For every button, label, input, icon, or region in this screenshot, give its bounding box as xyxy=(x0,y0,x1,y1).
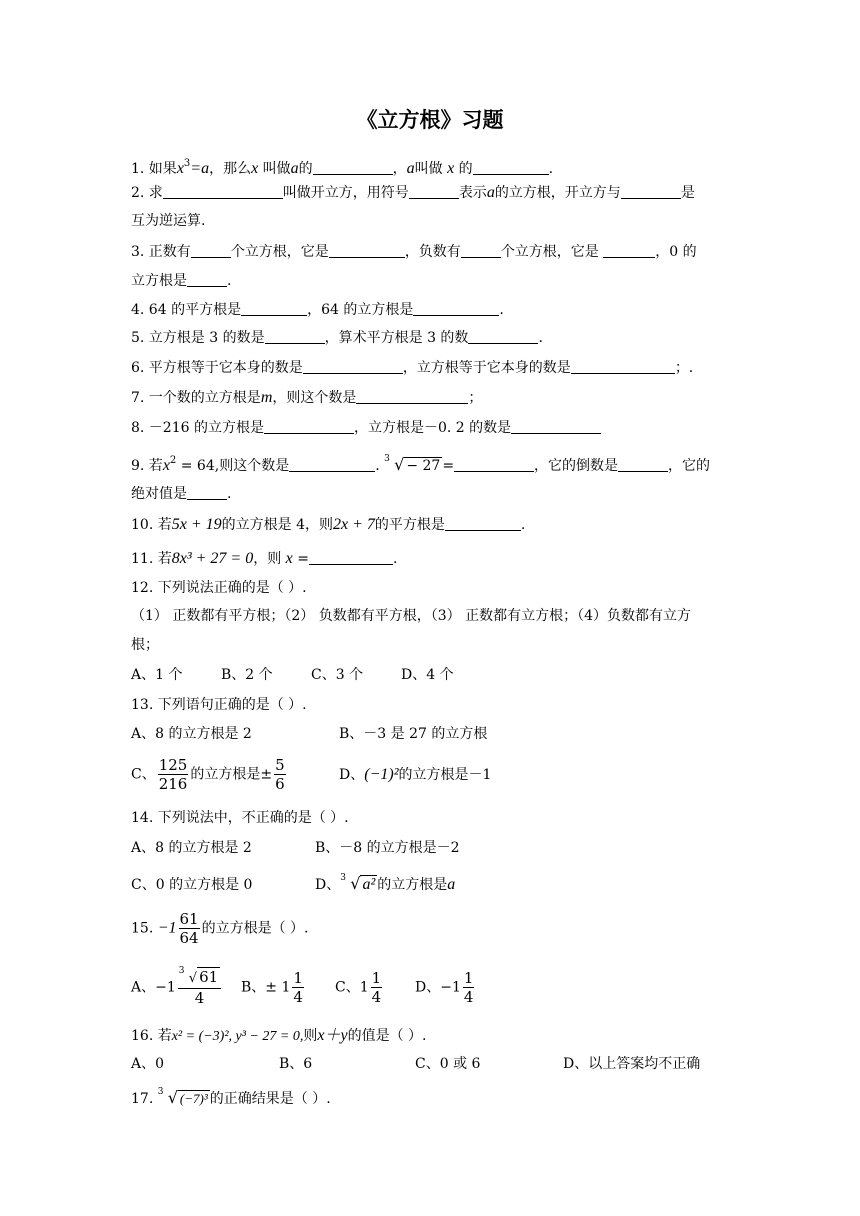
option-d[interactable]: D、以上答案均不正确 xyxy=(563,1056,701,1072)
question-4: 4. 64 的平方根是 ，64 的立方根是 . xyxy=(131,302,504,318)
option-c[interactable]: C、0 的立方根是 0 xyxy=(131,877,253,893)
option-b[interactable]: B、－8 的立方根是－2 xyxy=(315,840,460,856)
answer-blank xyxy=(511,419,601,434)
question-9-cont: 绝对值是 . xyxy=(131,486,232,502)
answer-blank xyxy=(313,160,393,175)
question-12: 12. 下列说法正确的是（ ）. xyxy=(131,580,307,596)
question-10: 10. 若5x + 19的立方根是 4，则2x + 7的平方根是 . xyxy=(131,516,526,533)
question-8: 8. －216 的立方根是 ，立方根是－0. 2 的数是 xyxy=(131,418,601,438)
question-12-statements-cont: 根； xyxy=(131,637,159,653)
cube-root-expression: 3 √ − 27 xyxy=(384,454,441,474)
question-14-options-ab xyxy=(131,838,460,858)
question-13-options-cd xyxy=(131,756,491,793)
question-13-options-ab xyxy=(131,724,487,744)
option-a[interactable]: A、−1 3 √ 61 4 xyxy=(131,968,241,1007)
answer-blank xyxy=(445,516,521,531)
option-c[interactable]: C、1 $\frac{1}{4}$ xyxy=(335,969,382,1006)
option-a[interactable]: A、8 的立方根是 2 xyxy=(131,726,252,742)
answer-blank xyxy=(473,160,549,175)
option-c[interactable]: C、0 或 6 xyxy=(415,1056,481,1072)
answer-blank xyxy=(309,550,393,565)
answer-blank xyxy=(191,243,231,258)
answer-blank xyxy=(571,359,675,374)
question-1: 1. 如果$x^3=a$，那么x 叫做a的 ，a叫做 x 的 . xyxy=(131,158,554,177)
question-9: 9. 若$x^2 = 64$,则这个数是 . 3 √ − 27 = ，它的倒数是 ，它的 xyxy=(131,454,711,474)
question-15: 15. −1 $\frac{61}{64}$ 的立方根是（ ）. xyxy=(131,910,309,947)
option-d[interactable]: D、(−1)²的立方根是－1 xyxy=(339,765,492,783)
question-16-options xyxy=(131,1054,700,1074)
answer-blank xyxy=(621,184,681,199)
answer-blank xyxy=(413,301,499,316)
question-7: 7. 一个数的立方根是m，则这个数是 ； xyxy=(131,389,483,406)
answer-blank xyxy=(187,272,227,287)
question-14-options-cd xyxy=(131,874,455,895)
question-16: 16. 若x² = (−3)², y³ − 27 = 0,则x＋y的值是（ ）. xyxy=(131,1027,427,1044)
answer-blank xyxy=(618,457,668,472)
question-3: 3. 正数有 个立方根，它是 ，负数有 个立方根，它是 ，0 的 xyxy=(131,244,697,260)
question-15-options xyxy=(131,968,476,1007)
option-b[interactable]: B、－3 是 27 的立方根 xyxy=(339,726,488,742)
answer-blank xyxy=(356,389,468,404)
option-a[interactable]: A、1 个 xyxy=(131,667,183,683)
option-b[interactable]: B、± 1 $\frac{1}{4}$ xyxy=(241,969,303,1006)
answer-blank xyxy=(264,419,354,434)
option-c[interactable]: C、 $\frac{125}{216}$ 的立方根是± $\frac{5}{6}$ xyxy=(131,756,285,793)
option-a[interactable]: A、8 的立方根是 2 xyxy=(131,840,252,856)
question-12-options xyxy=(131,665,491,685)
answer-blank xyxy=(163,184,283,199)
question-6: 6. 平方根等于它本身的数是 ，立方根等于它本身的数是 ；. xyxy=(131,360,694,376)
answer-blank xyxy=(329,243,405,258)
question-12-statements: （1） 正数都有平方根；（2） 负数都有平方根，（3） 正数都有立方根；（4）负数都有立方 xyxy=(131,608,691,624)
answer-blank xyxy=(265,329,325,344)
question-13: 13. 下列语句正确的是（ ）. xyxy=(131,697,307,713)
answer-blank xyxy=(289,457,375,472)
option-c[interactable]: C、3 个 xyxy=(311,667,364,683)
answer-blank xyxy=(454,457,534,472)
question-14: 14. 下列说法中，不正确的是（ ）. xyxy=(131,810,349,826)
page-title: 《立方根》习题 xyxy=(356,108,504,132)
option-a[interactable]: A、0 xyxy=(131,1056,165,1072)
answer-blank xyxy=(241,301,307,316)
option-b[interactable]: B、6 xyxy=(279,1056,313,1072)
answer-blank xyxy=(303,359,403,374)
answer-blank xyxy=(461,243,501,258)
question-3-cont: 立方根是 . xyxy=(131,273,232,289)
option-b[interactable]: B、2 个 xyxy=(221,667,273,683)
question-2: 2. 求 叫做开立方，用符号 表示a的立方根，开立方与 是 xyxy=(131,184,695,201)
question-17: 17. 3 √ (−7)³ 的正确结果是（ ）. xyxy=(131,1087,331,1107)
answer-blank xyxy=(409,184,459,199)
question-11: 11. 若8x³ + 27 = 0，则 x = . xyxy=(131,550,398,567)
answer-blank xyxy=(468,329,538,344)
option-d[interactable]: D、−1 $\frac{1}{4}$ xyxy=(415,969,474,1006)
option-d[interactable]: D、4 个 xyxy=(401,667,454,683)
answer-blank xyxy=(603,243,655,258)
option-d[interactable]: D、 3 √ a² 的立方根是a xyxy=(315,873,456,893)
question-5: 5. 立方根是 3 的数是 ，算术平方根是 3 的数 . xyxy=(131,330,543,346)
question-2-cont: 互为逆运算. xyxy=(131,213,206,229)
answer-blank xyxy=(187,485,227,500)
